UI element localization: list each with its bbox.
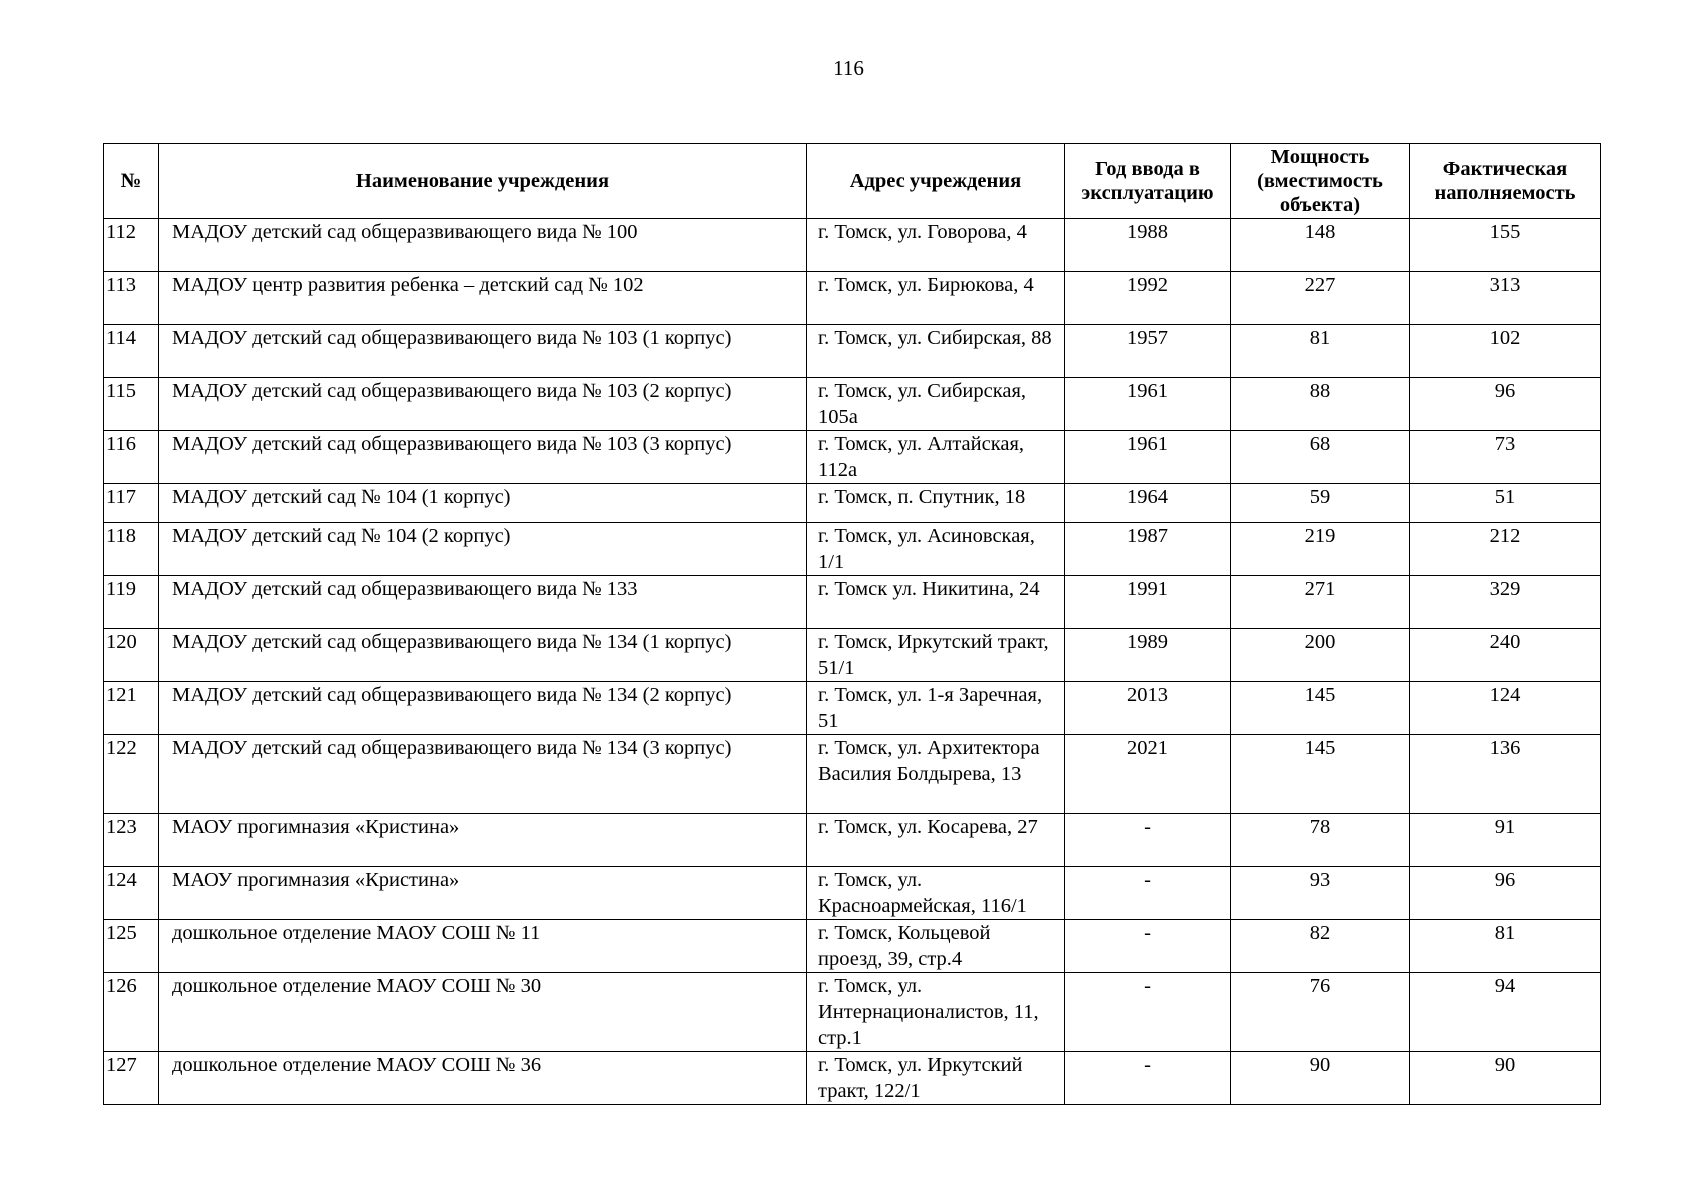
cell-address: г. Томск, ул. 1-я Заречная, 51	[807, 682, 1065, 735]
cell-address: г. Томск, Кольцевой проезд, 39, стр.4	[807, 920, 1065, 973]
cell-address: г. Томск, ул. Бирюкова, 4	[807, 272, 1065, 325]
header-year: Год ввода в эксплуатацию	[1065, 144, 1231, 219]
cell-num: 118	[104, 523, 159, 576]
cell-capacity: 145	[1231, 682, 1410, 735]
table-row	[104, 814, 1601, 867]
cell-occupancy: 73	[1410, 431, 1601, 484]
cell-num: 121	[104, 682, 159, 735]
cell-num: 127	[104, 1052, 159, 1105]
cell-occupancy: 155	[1410, 219, 1601, 272]
cell-address: г. Томск, п. Спутник, 18	[807, 484, 1065, 523]
cell-occupancy: 51	[1410, 484, 1601, 523]
cell-num: 120	[104, 629, 159, 682]
table-row	[104, 484, 1601, 523]
table-row	[104, 1052, 1601, 1105]
header-occupancy: Фактическая наполняемость	[1410, 144, 1601, 219]
cell-num: 117	[104, 484, 159, 523]
cell-occupancy: 329	[1410, 576, 1601, 629]
table-row	[104, 920, 1601, 973]
table-row	[104, 431, 1601, 484]
cell-year: -	[1065, 814, 1231, 867]
cell-address: г. Томск, ул. Алтайская, 112а	[807, 431, 1065, 484]
cell-occupancy: 212	[1410, 523, 1601, 576]
cell-year: 1991	[1065, 576, 1231, 629]
cell-num: 113	[104, 272, 159, 325]
cell-num: 122	[104, 735, 159, 814]
cell-capacity: 271	[1231, 576, 1410, 629]
cell-year: 1961	[1065, 431, 1231, 484]
institutions-table	[103, 143, 1601, 1105]
cell-occupancy: 90	[1410, 1052, 1601, 1105]
cell-year: 1989	[1065, 629, 1231, 682]
cell-name: МАДОУ детский сад общеразвивающего вида № 103 (3 корпус)	[159, 431, 807, 484]
cell-num: 126	[104, 973, 159, 1052]
cell-capacity: 90	[1231, 1052, 1410, 1105]
table-row	[104, 682, 1601, 735]
cell-name: МАДОУ детский сад общеразвивающего вида № 103 (1 корпус)	[159, 325, 807, 378]
cell-num: 116	[104, 431, 159, 484]
cell-num: 114	[104, 325, 159, 378]
cell-occupancy: 240	[1410, 629, 1601, 682]
cell-year: 1992	[1065, 272, 1231, 325]
cell-address: г. Томск, ул. Сибирская, 105а	[807, 378, 1065, 431]
table-row	[104, 325, 1601, 378]
header-name: Наименование учреждения	[159, 144, 807, 219]
cell-capacity: 145	[1231, 735, 1410, 814]
cell-name: МАДОУ детский сад общеразвивающего вида № 134 (2 корпус)	[159, 682, 807, 735]
cell-name: МАОУ прогимназия «Кристина»	[159, 867, 807, 920]
table-row	[104, 576, 1601, 629]
cell-occupancy: 102	[1410, 325, 1601, 378]
cell-name: МАДОУ детский сад общеразвивающего вида № 134 (3 корпус)	[159, 735, 807, 814]
cell-occupancy: 94	[1410, 973, 1601, 1052]
cell-capacity: 227	[1231, 272, 1410, 325]
cell-occupancy: 136	[1410, 735, 1601, 814]
cell-occupancy: 313	[1410, 272, 1601, 325]
cell-year: 1964	[1065, 484, 1231, 523]
cell-capacity: 200	[1231, 629, 1410, 682]
cell-occupancy: 91	[1410, 814, 1601, 867]
cell-year: 1961	[1065, 378, 1231, 431]
cell-address: г. Томск ул. Никитина, 24	[807, 576, 1065, 629]
cell-num: 125	[104, 920, 159, 973]
cell-name: дошкольное отделение МАОУ СОШ № 11	[159, 920, 807, 973]
cell-name: МАДОУ детский сад № 104 (1 корпус)	[159, 484, 807, 523]
cell-address: г. Томск, ул. Интернационалистов, 11, стр.1	[807, 973, 1065, 1052]
cell-name: МАДОУ детский сад общеразвивающего вида № 103 (2 корпус)	[159, 378, 807, 431]
cell-year: 1988	[1065, 219, 1231, 272]
table-row	[104, 219, 1601, 272]
cell-occupancy: 96	[1410, 867, 1601, 920]
cell-capacity: 88	[1231, 378, 1410, 431]
cell-year: 1957	[1065, 325, 1231, 378]
cell-address: г. Томск, ул. Иркутский тракт, 122/1	[807, 1052, 1065, 1105]
cell-occupancy: 96	[1410, 378, 1601, 431]
header-capacity: Мощность (вместимость объекта)	[1231, 144, 1410, 219]
cell-address: г. Томск, ул. Говорова, 4	[807, 219, 1065, 272]
cell-year: 2013	[1065, 682, 1231, 735]
cell-address: г. Томск, ул. Косарева, 27	[807, 814, 1065, 867]
table-row	[104, 378, 1601, 431]
table-row	[104, 973, 1601, 1052]
header-address: Адрес учреждения	[807, 144, 1065, 219]
cell-name: МАДОУ детский сад № 104 (2 корпус)	[159, 523, 807, 576]
cell-capacity: 93	[1231, 867, 1410, 920]
cell-occupancy: 124	[1410, 682, 1601, 735]
cell-capacity: 68	[1231, 431, 1410, 484]
table-row	[104, 629, 1601, 682]
table-row	[104, 867, 1601, 920]
cell-year: -	[1065, 867, 1231, 920]
table-row	[104, 735, 1601, 814]
cell-name: МАДОУ детский сад общеразвивающего вида № 134 (1 корпус)	[159, 629, 807, 682]
table-row	[104, 272, 1601, 325]
cell-address: г. Томск, ул. Сибирская, 88	[807, 325, 1065, 378]
cell-occupancy: 81	[1410, 920, 1601, 973]
cell-address: г. Томск, ул. Асиновская, 1/1	[807, 523, 1065, 576]
cell-name: МАОУ прогимназия «Кристина»	[159, 814, 807, 867]
cell-name: МАДОУ детский сад общеразвивающего вида № 133	[159, 576, 807, 629]
cell-address: г. Томск, ул. Архитектора Василия Болдырева, 13	[807, 735, 1065, 814]
cell-num: 119	[104, 576, 159, 629]
cell-year: -	[1065, 920, 1231, 973]
cell-capacity: 78	[1231, 814, 1410, 867]
cell-num: 124	[104, 867, 159, 920]
page-number: 116	[833, 56, 864, 80]
cell-year: 1987	[1065, 523, 1231, 576]
cell-address: г. Томск, Иркутский тракт, 51/1	[807, 629, 1065, 682]
cell-num: 123	[104, 814, 159, 867]
cell-name: МАДОУ центр развития ребенка – детский сад № 102	[159, 272, 807, 325]
cell-capacity: 81	[1231, 325, 1410, 378]
cell-num: 115	[104, 378, 159, 431]
cell-name: МАДОУ детский сад общеразвивающего вида № 100	[159, 219, 807, 272]
cell-year: 2021	[1065, 735, 1231, 814]
table-row	[104, 523, 1601, 576]
cell-name: дошкольное отделение МАОУ СОШ № 30	[159, 973, 807, 1052]
cell-num: 112	[104, 219, 159, 272]
cell-year: -	[1065, 973, 1231, 1052]
cell-name: дошкольное отделение МАОУ СОШ № 36	[159, 1052, 807, 1105]
table-header-row	[104, 144, 1601, 219]
cell-capacity: 82	[1231, 920, 1410, 973]
cell-capacity: 76	[1231, 973, 1410, 1052]
cell-year: -	[1065, 1052, 1231, 1105]
cell-address: г. Томск, ул. Красноармейская, 116/1	[807, 867, 1065, 920]
cell-capacity: 148	[1231, 219, 1410, 272]
cell-capacity: 219	[1231, 523, 1410, 576]
cell-capacity: 59	[1231, 484, 1410, 523]
header-num: №	[104, 144, 159, 219]
